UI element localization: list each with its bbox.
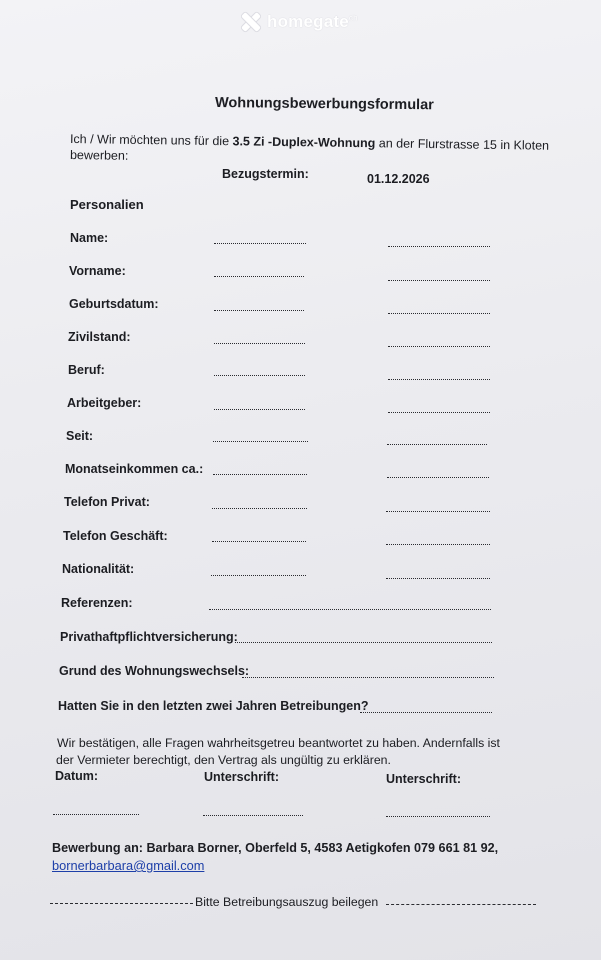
- field-arbeitgeber-applicant2[interactable]: [388, 411, 490, 413]
- logo-brand: homegate: [267, 12, 349, 31]
- field-privathaftpflicht[interactable]: [235, 641, 492, 643]
- field-label-name: Name:: [70, 231, 109, 245]
- signature-label-2: Unterschrift:: [386, 772, 462, 786]
- field-label-monatseinkommen: Monatseinkommen ca.:: [65, 462, 204, 476]
- intro-prefix: Ich / Wir möchten uns für die: [69, 132, 233, 149]
- field-geburtsdatum-applicant2[interactable]: [388, 312, 490, 314]
- field-label-wohnungswechsel: Grund des Wohnungswechsels:: [59, 664, 250, 678]
- field-monatseinkommen-applicant2[interactable]: [387, 476, 489, 478]
- field-telefon-privat-applicant1[interactable]: [212, 507, 307, 509]
- footer-dash-left: [50, 902, 193, 904]
- field-betreibungen[interactable]: [360, 711, 492, 713]
- field-label-geburtsdatum: Geburtsdatum:: [69, 297, 159, 311]
- field-arbeitgeber-applicant1[interactable]: [214, 408, 305, 410]
- move-in-label: Bezugstermin:: [222, 167, 309, 181]
- footer-dash-right: [386, 903, 536, 905]
- send-to-address: Bewerbung an: Barbara Borner, Oberfeld 5, 4583 Aetigkofen 079 661 81 92,: [52, 841, 499, 855]
- field-seit-applicant1[interactable]: [213, 440, 308, 442]
- field-label-nationalitaet: Nationalität:: [62, 562, 135, 576]
- field-label-telefon-privat: Telefon Privat:: [64, 495, 150, 509]
- field-label-betreibungen: Hatten Sie in den letzten zwei Jahren Betreibungen?: [58, 699, 369, 713]
- field-zivilstand-applicant2[interactable]: [388, 345, 490, 347]
- field-label-vorname: Vorname:: [69, 264, 126, 278]
- field-label-beruf: Beruf:: [68, 363, 105, 377]
- field-unterschrift-2[interactable]: [386, 815, 490, 817]
- section-personalien: Personalien: [70, 197, 144, 212]
- field-beruf-applicant2[interactable]: [388, 378, 490, 380]
- field-label-seit: Seit:: [66, 429, 94, 443]
- move-in-date: 01.12.2026: [367, 172, 430, 186]
- field-nationalitaet-applicant1[interactable]: [211, 574, 306, 576]
- signature-label-1: Unterschrift:: [204, 770, 280, 784]
- field-label-privathaftpflicht: Privathaftpflichtversicherung:: [60, 630, 238, 644]
- footer-note: Bitte Betreibungsauszug beilegen: [195, 895, 379, 909]
- form-title: Wohnungsbewerbungsformular: [214, 95, 434, 114]
- logo-suffix: ch: [348, 13, 358, 23]
- field-vorname-applicant1[interactable]: [214, 275, 304, 277]
- field-datum[interactable]: [53, 813, 139, 815]
- field-label-telefon-geschaeft: Telefon Geschäft:: [63, 529, 168, 543]
- field-referenzen[interactable]: [209, 608, 491, 610]
- field-nationalitaet-applicant2[interactable]: [386, 577, 490, 579]
- field-label-zivilstand: Zivilstand:: [68, 330, 131, 344]
- field-beruf-applicant1[interactable]: [214, 374, 305, 376]
- field-label-referenzen: Referenzen:: [61, 596, 133, 610]
- field-telefon-geschaeft-applicant1[interactable]: [212, 540, 306, 542]
- confirmation-line1: Wir bestätigen, alle Fragen wahrheitsgetreu beantwortet zu haben. Andernfalls ist: [57, 736, 500, 750]
- apartment-type: 3.5 Zi -Duplex-Wohnung: [232, 134, 376, 151]
- field-zivilstand-applicant1[interactable]: [214, 342, 305, 344]
- field-seit-applicant2[interactable]: [387, 443, 487, 445]
- intro-line2: bewerben:: [69, 148, 129, 163]
- homegate-x-icon: [241, 12, 261, 32]
- confirmation-line2: der Vermieter berechtigt, den Vertrag als ungültig zu erklären.: [56, 753, 391, 767]
- homegate-logo: [241, 10, 358, 34]
- field-wohnungswechsel[interactable]: [242, 676, 494, 678]
- signature-date-label: Datum:: [55, 769, 99, 783]
- field-unterschrift-1[interactable]: [203, 814, 303, 816]
- field-label-arbeitgeber: Arbeitgeber:: [67, 396, 142, 410]
- field-telefon-privat-applicant2[interactable]: [386, 510, 490, 512]
- field-vorname-applicant2[interactable]: [388, 279, 490, 281]
- field-geburtsdatum-applicant1[interactable]: [214, 309, 304, 311]
- field-monatseinkommen-applicant1[interactable]: [213, 473, 307, 475]
- field-telefon-geschaeft-applicant2[interactable]: [386, 543, 490, 545]
- intro-suffix: an der Flurstrasse 15 in Kloten: [375, 136, 550, 153]
- field-name-applicant2[interactable]: [388, 245, 490, 247]
- intro-text: [70, 131, 549, 154]
- field-name-applicant1[interactable]: [214, 242, 306, 244]
- send-to-email[interactable]: bornerbarbara@gmail.com: [52, 858, 205, 873]
